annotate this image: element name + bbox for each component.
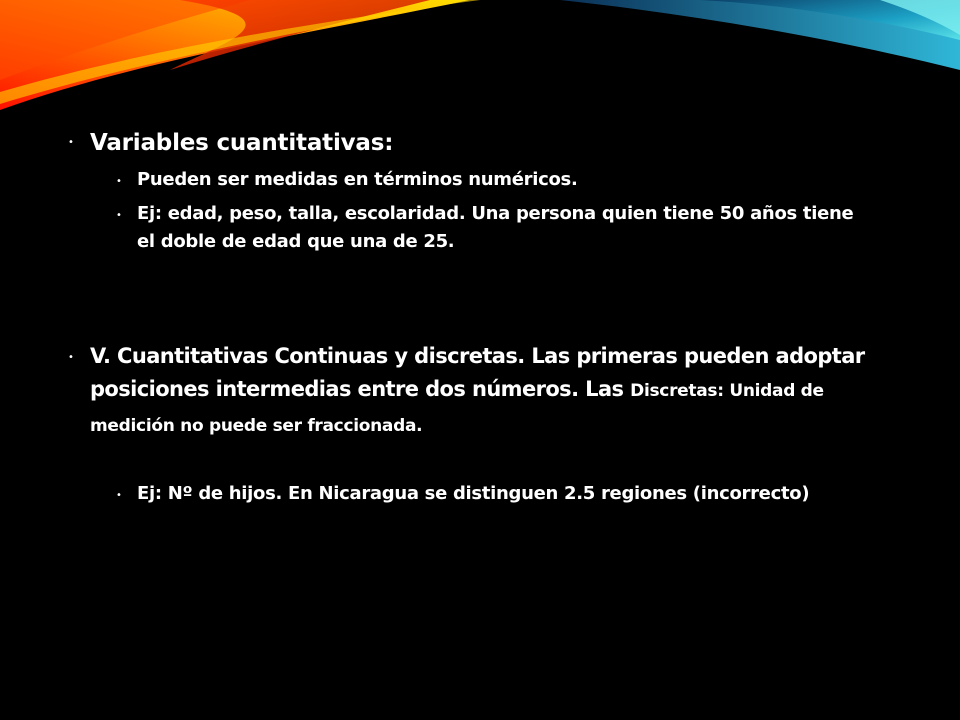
bullet-1-heading: Variables cuantitativas:: [90, 130, 394, 156]
bullet-1-sub-2: Ej: edad, peso, talla, escolaridad. Una persona quien tiene 50 años tiene el doble de edad que una de 25.: [137, 203, 854, 252]
bullet-marker: •: [68, 137, 74, 148]
bullet-marker: •: [116, 176, 122, 187]
bullet-2-text: [90, 340, 890, 443]
bullet-2-text-small: Discretas: Unidad de medición no puede ser fraccionada.: [90, 381, 824, 436]
bullet-marker: •: [116, 490, 122, 501]
bullet-marker: •: [68, 352, 74, 363]
bullet-2-sub-1: Ej: Nº de hijos. En Nicaragua se distinguen 2.5 regiones (incorrecto): [137, 483, 810, 504]
bullet-2-text-large: V. Cuantitativas Continuas y discretas. Las primeras pueden adoptar posiciones intermedias entre dos números. Las: [90, 344, 865, 401]
bullet-1-sub-1: Pueden ser medidas en términos numéricos.: [137, 169, 578, 190]
bullet-marker: •: [116, 210, 122, 221]
